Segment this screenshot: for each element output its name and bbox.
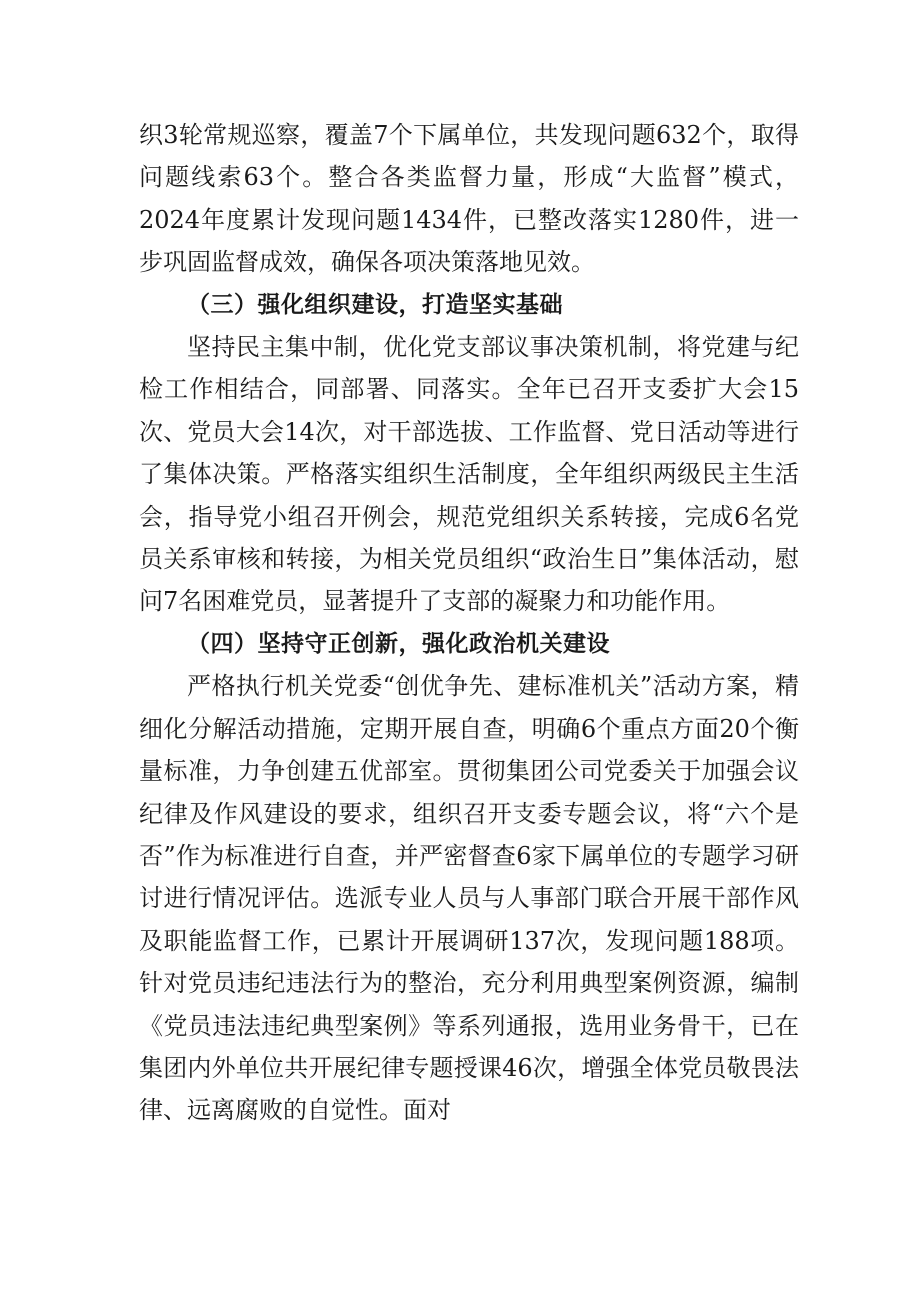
paragraph-inspection-results: 织3轮常规巡察，覆盖7个下属单位，共发现问题632个，取得问题线索63个。整合各类监督力量，形成“大监督”模式，2024年度累计发现问题1434件，已整改落实1280件，进一步巩固监督成效，确保各项决策落地见效。 — [139, 121, 799, 277]
section-heading-organization: （三）强化组织建设，打造坚实基础 — [187, 291, 563, 318]
paragraph-organization-building: 坚持民主集中制，优化党支部议事决策机制，将党建与纪检工作相结合，同部署、同落实。全年已召开支委扩大会15次、党员大会14次，对干部选拔、工作监督、党日活动等进行了集体决策。严格落实组织生活制度，全年组织两级民主生活会，指导党小组召开例会，规范党组织关系转接，完成6名党员关系审核和转接，为相关党员组织“政治生日”集体活动，慰问7名困难党员，显著提升了支部的凝聚力和功能作用。 — [139, 333, 799, 616]
document-body — [139, 114, 799, 1132]
paragraph-political-organs: 严格执行机关党委“创优争先、建标准机关”活动方案，精细化分解活动措施，定期开展自查，明确6个重点方面20个衡量标准，力争创建五优部室。贯彻集团公司党委关于加强会议纪律及作风建设的要求，组织召开支委专题会议，将“六个是否”作为标准进行自查，并严密督查6家下属单位的专题学习研讨进行情况评估。选派专业人员与人事部门联合开展干部作风及职能监督工作，已累计开展调研137次，发现问题188项。针对党员违纪违法行为的整治，充分利用典型案例资源，编制《党员违法违纪典型案例》等系列通报，选用业务骨干，已在集团内外单位共开展纪律专题授课46次，增强全体党员敬畏法律、远离腐败的自觉性。面对 — [139, 672, 799, 1125]
section-heading-political-organs: （四）坚持守正创新，强化政治机关建设 — [187, 630, 610, 657]
